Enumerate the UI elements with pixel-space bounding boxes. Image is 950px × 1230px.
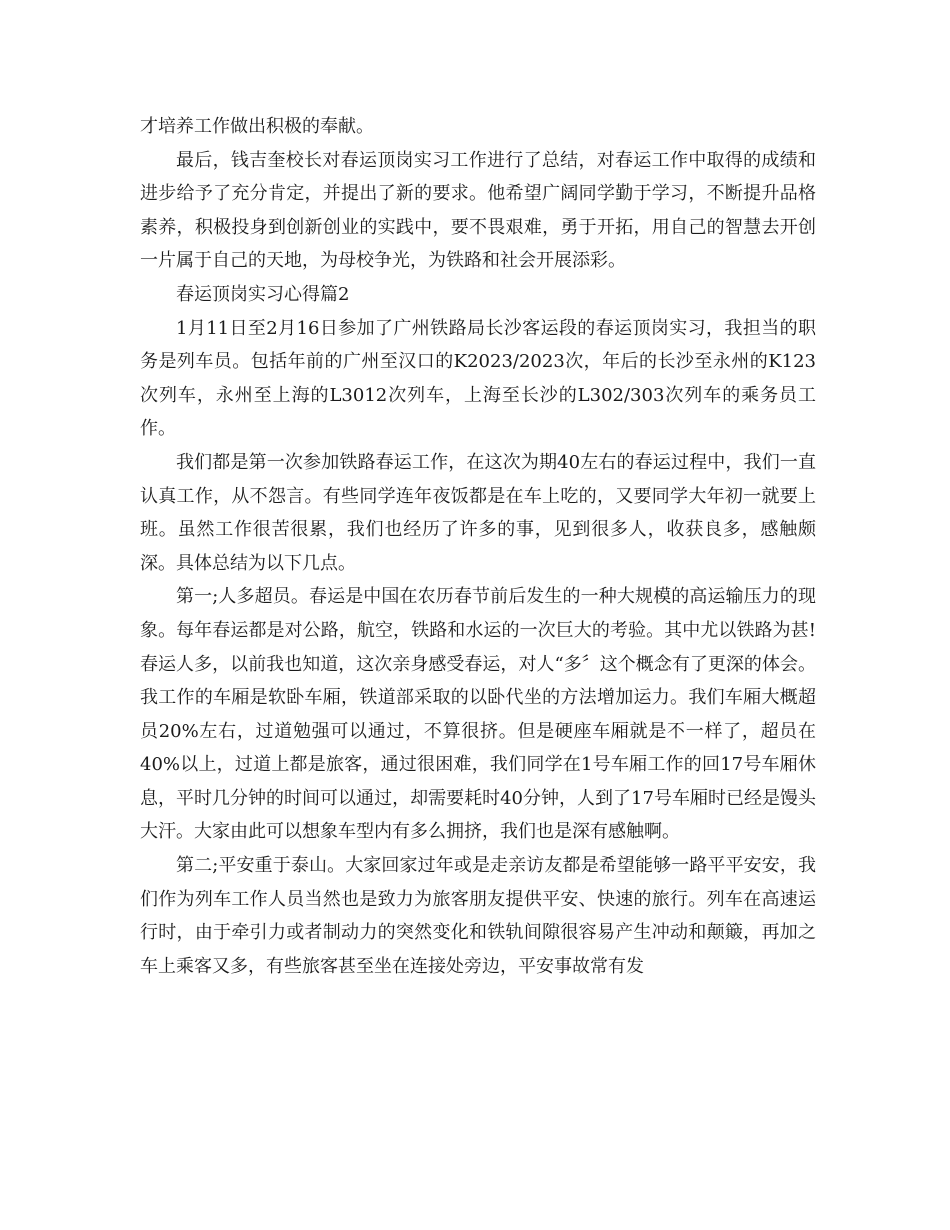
section-heading: 春运顶岗实习心得篇2: [176, 283, 350, 305]
document-body: [140, 110, 816, 983]
paragraph-first-experience: 我们都是第一次参加铁路春运工作，在这次为期40左右的春运过程中，我们一直认真工作，从不怨言。有些同学连年夜饭都是在车上吃的，又要同学大年初一就要上班。虽然工作很苦很累，我们也经历了许多的事，见到很多人，收获良多，感触颇深。具体总结为以下几点。: [140, 451, 816, 574]
paragraph-summary: 最后，钱吉奎校长对春运顶岗实习工作进行了总结，对春运工作中取得的成绩和进步给予了充分肯定，并提出了新的要求。他希望广阔同学勤于学习，不断提升品格素养，积极投身到创新创业的实践中，要不畏艰难，勇于开拓，用自己的智慧去开创一片属于自己的天地，为母校争光，为铁路和社会开展添彩。: [140, 149, 816, 272]
paragraph-point-one: 第一;人多超员。春运是中国在农历春节前后发生的一种大规模的高运输压力的现象。每年春运都是对公路，航空，铁路和水运的一次巨大的考验。其中尤以铁路为甚!春运人多，以前我也知道，这次亲身感受春运，对人“多〞这个概念有了更深的体会。我工作的车厢是软卧车厢，铁道部采取的以卧代坐的方法增加运力。我们车厢大概超员20%左右，过道勉强可以通过，不算很挤。但是硬座车厢就是不一样了，超员在40%以上，过道上都是旅客，通过很困难，我们同学在1号车厢工作的回17号车厢休息，平时几分钟的时间可以通过，却需要耗时40分钟，人到了17号车厢时已经是馒头大汗。大家由此可以想象车型内有多么拥挤，我们也是深有感触啊。: [140, 586, 816, 843]
paragraph-point-two: 第二;平安重于泰山。大家回家过年或是走亲访友都是希望能够一路平平安安，我们作为列车工作人员当然也是致力为旅客朋友提供平安、快速的旅行。列车在高速运行时，由于牵引力或者制动力的突然变化和铁轨间隙很容易产生冲动和颠簸，再加之车上乘客又多，有些旅客甚至坐在连接处旁边，平安事故常有发: [140, 855, 816, 977]
paragraph-internship-intro: 1月11日至2月16日参加了广州铁路局长沙客运段的春运顶岗实习，我担当的职务是列车员。包括年前的广州至汉口的K2023/2023次，年后的长沙至永州的K123次列车，永州至上海的L3012次列车，上海至长沙的L302/303次列车的乘务员工作。: [140, 317, 816, 440]
paragraph-continuation: 才培养工作做出积极的奉献。: [140, 116, 374, 137]
